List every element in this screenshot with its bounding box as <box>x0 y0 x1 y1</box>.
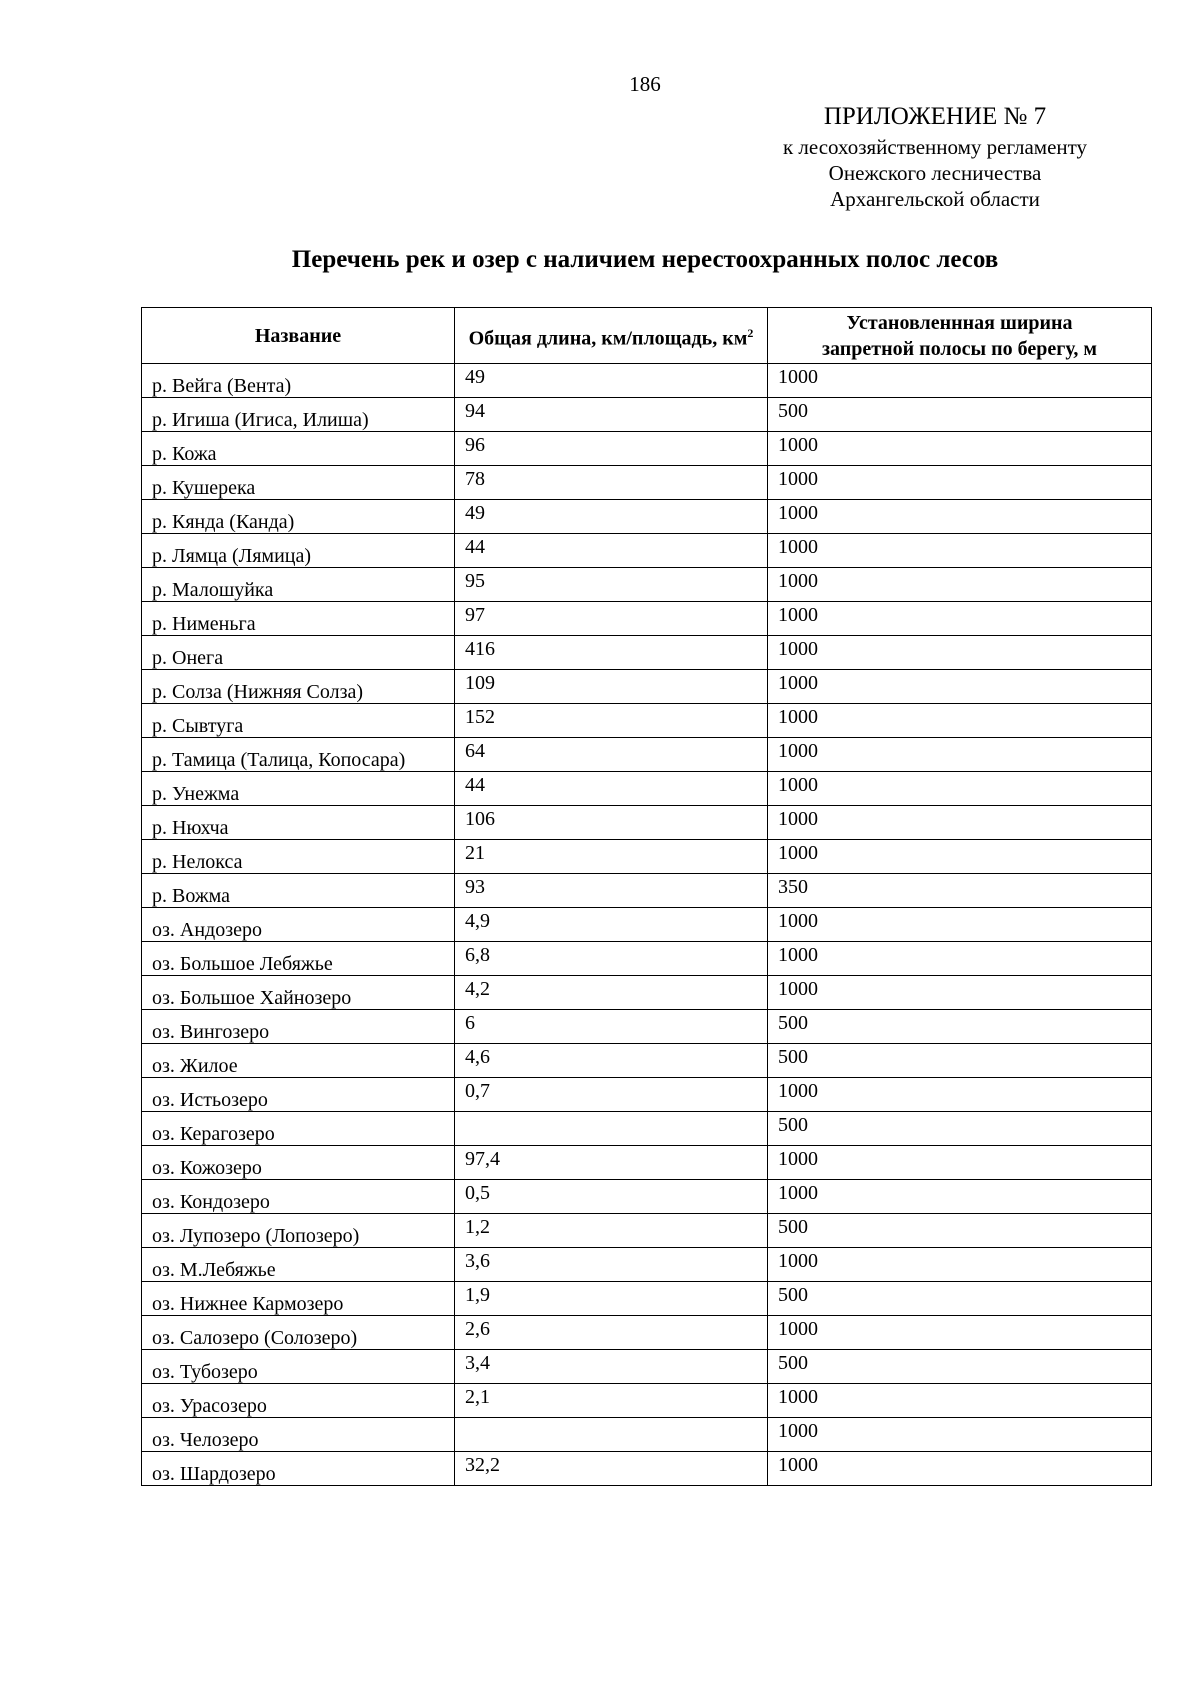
cell-length: 97 <box>455 602 768 636</box>
cell-width: 1000 <box>768 432 1152 466</box>
cell-length <box>455 1112 768 1146</box>
table-row <box>142 602 1152 636</box>
cell-name: оз. Нижнее Кармозеро <box>142 1282 455 1316</box>
cell-name: оз. Большое Хайнозеро <box>142 976 455 1010</box>
header-length-sup: 2 <box>747 325 754 340</box>
cell-width: 1000 <box>768 806 1152 840</box>
table-row <box>142 364 1152 398</box>
cell-name: оз. Урасозеро <box>142 1384 455 1418</box>
cell-name: р. Кожа <box>142 432 455 466</box>
cell-name: р. Онега <box>142 636 455 670</box>
cell-length: 78 <box>455 466 768 500</box>
table-header-row <box>142 308 1152 364</box>
table-row <box>142 942 1152 976</box>
table-row <box>142 500 1152 534</box>
table-row <box>142 636 1152 670</box>
cell-width: 1000 <box>768 636 1152 670</box>
cell-name: р. Унежма <box>142 772 455 806</box>
cell-width: 1000 <box>768 1180 1152 1214</box>
header-length-text: Общая длина, км/площадь, км <box>468 327 748 350</box>
cell-name: оз. Лупозеро (Лопозеро) <box>142 1214 455 1248</box>
appendix-block <box>760 100 1110 212</box>
table-row <box>142 1282 1152 1316</box>
cell-length <box>455 1418 768 1452</box>
cell-name: р. Кушерека <box>142 466 455 500</box>
cell-length: 1,2 <box>455 1214 768 1248</box>
rivers-lakes-table <box>141 307 1152 1486</box>
table-body <box>142 364 1152 1486</box>
table-row <box>142 1112 1152 1146</box>
cell-name: р. Тамица (Талица, Копосара) <box>142 738 455 772</box>
table-row <box>142 1180 1152 1214</box>
table-row <box>142 1418 1152 1452</box>
cell-length: 44 <box>455 772 768 806</box>
table-row <box>142 1316 1152 1350</box>
cell-width: 1000 <box>768 534 1152 568</box>
table-row <box>142 1452 1152 1486</box>
cell-width: 1000 <box>768 976 1152 1010</box>
appendix-line-2: Онежского лесничества <box>828 161 1042 185</box>
cell-width: 500 <box>768 1282 1152 1316</box>
cell-length: 4,9 <box>455 908 768 942</box>
table-row <box>142 806 1152 840</box>
cell-name: оз. Керагозеро <box>142 1112 455 1146</box>
cell-width: 1000 <box>768 942 1152 976</box>
cell-length: 49 <box>455 500 768 534</box>
cell-name: р. Кянда (Канда) <box>142 500 455 534</box>
cell-length: 44 <box>455 534 768 568</box>
appendix-line-3: Архангельской области <box>830 187 1040 211</box>
cell-width: 500 <box>768 1112 1152 1146</box>
table-row <box>142 398 1152 432</box>
cell-length: 4,6 <box>455 1044 768 1078</box>
header-length <box>455 308 768 364</box>
cell-width: 1000 <box>768 908 1152 942</box>
table-row <box>142 1384 1152 1418</box>
table-row <box>142 704 1152 738</box>
table-row <box>142 534 1152 568</box>
appendix-title: ПРИЛОЖЕНИЕ № 7 <box>823 103 1047 130</box>
cell-name: р. Сывтуга <box>142 704 455 738</box>
cell-width: 1000 <box>768 840 1152 874</box>
document-title: Перечень рек и озер с наличием нерестоохранных полос лесов <box>291 246 999 273</box>
table-row <box>142 432 1152 466</box>
cell-length: 152 <box>455 704 768 738</box>
cell-name: р. Нюхча <box>142 806 455 840</box>
cell-width: 500 <box>768 1350 1152 1384</box>
table-row <box>142 908 1152 942</box>
table-row <box>142 874 1152 908</box>
cell-width: 1000 <box>768 1384 1152 1418</box>
cell-length: 6,8 <box>455 942 768 976</box>
cell-length: 4,2 <box>455 976 768 1010</box>
cell-name: р. Вожма <box>142 874 455 908</box>
cell-name: р. Игиша (Игиса, Илиша) <box>142 398 455 432</box>
cell-name: оз. М.Лебяжье <box>142 1248 455 1282</box>
cell-length: 94 <box>455 398 768 432</box>
cell-width: 1000 <box>768 500 1152 534</box>
header-width <box>768 308 1152 364</box>
cell-length: 21 <box>455 840 768 874</box>
cell-name: оз. Тубозеро <box>142 1350 455 1384</box>
cell-name: р. Малошуйка <box>142 568 455 602</box>
cell-width: 1000 <box>768 1146 1152 1180</box>
table-row <box>142 1044 1152 1078</box>
table-row <box>142 976 1152 1010</box>
table-row <box>142 466 1152 500</box>
cell-length: 109 <box>455 670 768 704</box>
table-row <box>142 1350 1152 1384</box>
cell-length: 32,2 <box>455 1452 768 1486</box>
cell-name: оз. Салозеро (Солозеро) <box>142 1316 455 1350</box>
cell-length: 93 <box>455 874 768 908</box>
cell-name: оз. Кондозеро <box>142 1180 455 1214</box>
cell-length: 97,4 <box>455 1146 768 1180</box>
header-name: Название <box>142 308 455 364</box>
cell-width: 1000 <box>768 670 1152 704</box>
cell-length: 0,7 <box>455 1078 768 1112</box>
table-row <box>142 840 1152 874</box>
cell-length: 0,5 <box>455 1180 768 1214</box>
cell-width: 500 <box>768 1044 1152 1078</box>
cell-length: 49 <box>455 364 768 398</box>
cell-name: оз. Истьозеро <box>142 1078 455 1112</box>
cell-length: 96 <box>455 432 768 466</box>
table-row <box>142 568 1152 602</box>
cell-name: оз. Большое Лебяжье <box>142 942 455 976</box>
cell-name: р. Лямца (Лямица) <box>142 534 455 568</box>
table-row <box>142 670 1152 704</box>
table-row <box>142 1214 1152 1248</box>
header-width-line-1: Установленнная ширина <box>846 311 1073 334</box>
cell-name: р. Вейга (Вента) <box>142 364 455 398</box>
cell-width: 1000 <box>768 1418 1152 1452</box>
cell-width: 1000 <box>768 738 1152 772</box>
page-number: 186 <box>629 72 661 96</box>
cell-name: оз. Кожозеро <box>142 1146 455 1180</box>
cell-length: 416 <box>455 636 768 670</box>
cell-width: 1000 <box>768 602 1152 636</box>
cell-width: 350 <box>768 874 1152 908</box>
cell-name: оз. Андозеро <box>142 908 455 942</box>
cell-length: 2,1 <box>455 1384 768 1418</box>
table-row <box>142 1146 1152 1180</box>
cell-width: 1000 <box>768 1452 1152 1486</box>
cell-width: 500 <box>768 1214 1152 1248</box>
cell-width: 1000 <box>768 364 1152 398</box>
cell-length: 95 <box>455 568 768 602</box>
cell-width: 1000 <box>768 772 1152 806</box>
cell-width: 1000 <box>768 1078 1152 1112</box>
header-width-line-2: запретной полосы по берегу, м <box>822 337 1097 360</box>
cell-length: 2,6 <box>455 1316 768 1350</box>
cell-width: 1000 <box>768 466 1152 500</box>
cell-width: 500 <box>768 398 1152 432</box>
cell-name: оз. Жилое <box>142 1044 455 1078</box>
cell-name: оз. Вингозеро <box>142 1010 455 1044</box>
table-row <box>142 738 1152 772</box>
cell-width: 1000 <box>768 1316 1152 1350</box>
cell-width: 1000 <box>768 1248 1152 1282</box>
cell-width: 1000 <box>768 704 1152 738</box>
cell-length: 1,9 <box>455 1282 768 1316</box>
table-row <box>142 1010 1152 1044</box>
cell-length: 106 <box>455 806 768 840</box>
cell-name: оз. Шардозеро <box>142 1452 455 1486</box>
table-row <box>142 1248 1152 1282</box>
cell-length: 64 <box>455 738 768 772</box>
table-row <box>142 1078 1152 1112</box>
appendix-line-1: к лесохозяйственному регламенту <box>782 135 1088 159</box>
cell-length: 6 <box>455 1010 768 1044</box>
cell-name: оз. Челозеро <box>142 1418 455 1452</box>
cell-length: 3,6 <box>455 1248 768 1282</box>
cell-width: 1000 <box>768 568 1152 602</box>
cell-name: р. Нименьга <box>142 602 455 636</box>
cell-width: 500 <box>768 1010 1152 1044</box>
cell-name: р. Солза (Нижняя Солза) <box>142 670 455 704</box>
table-row <box>142 772 1152 806</box>
cell-name: р. Нелокса <box>142 840 455 874</box>
cell-length: 3,4 <box>455 1350 768 1384</box>
